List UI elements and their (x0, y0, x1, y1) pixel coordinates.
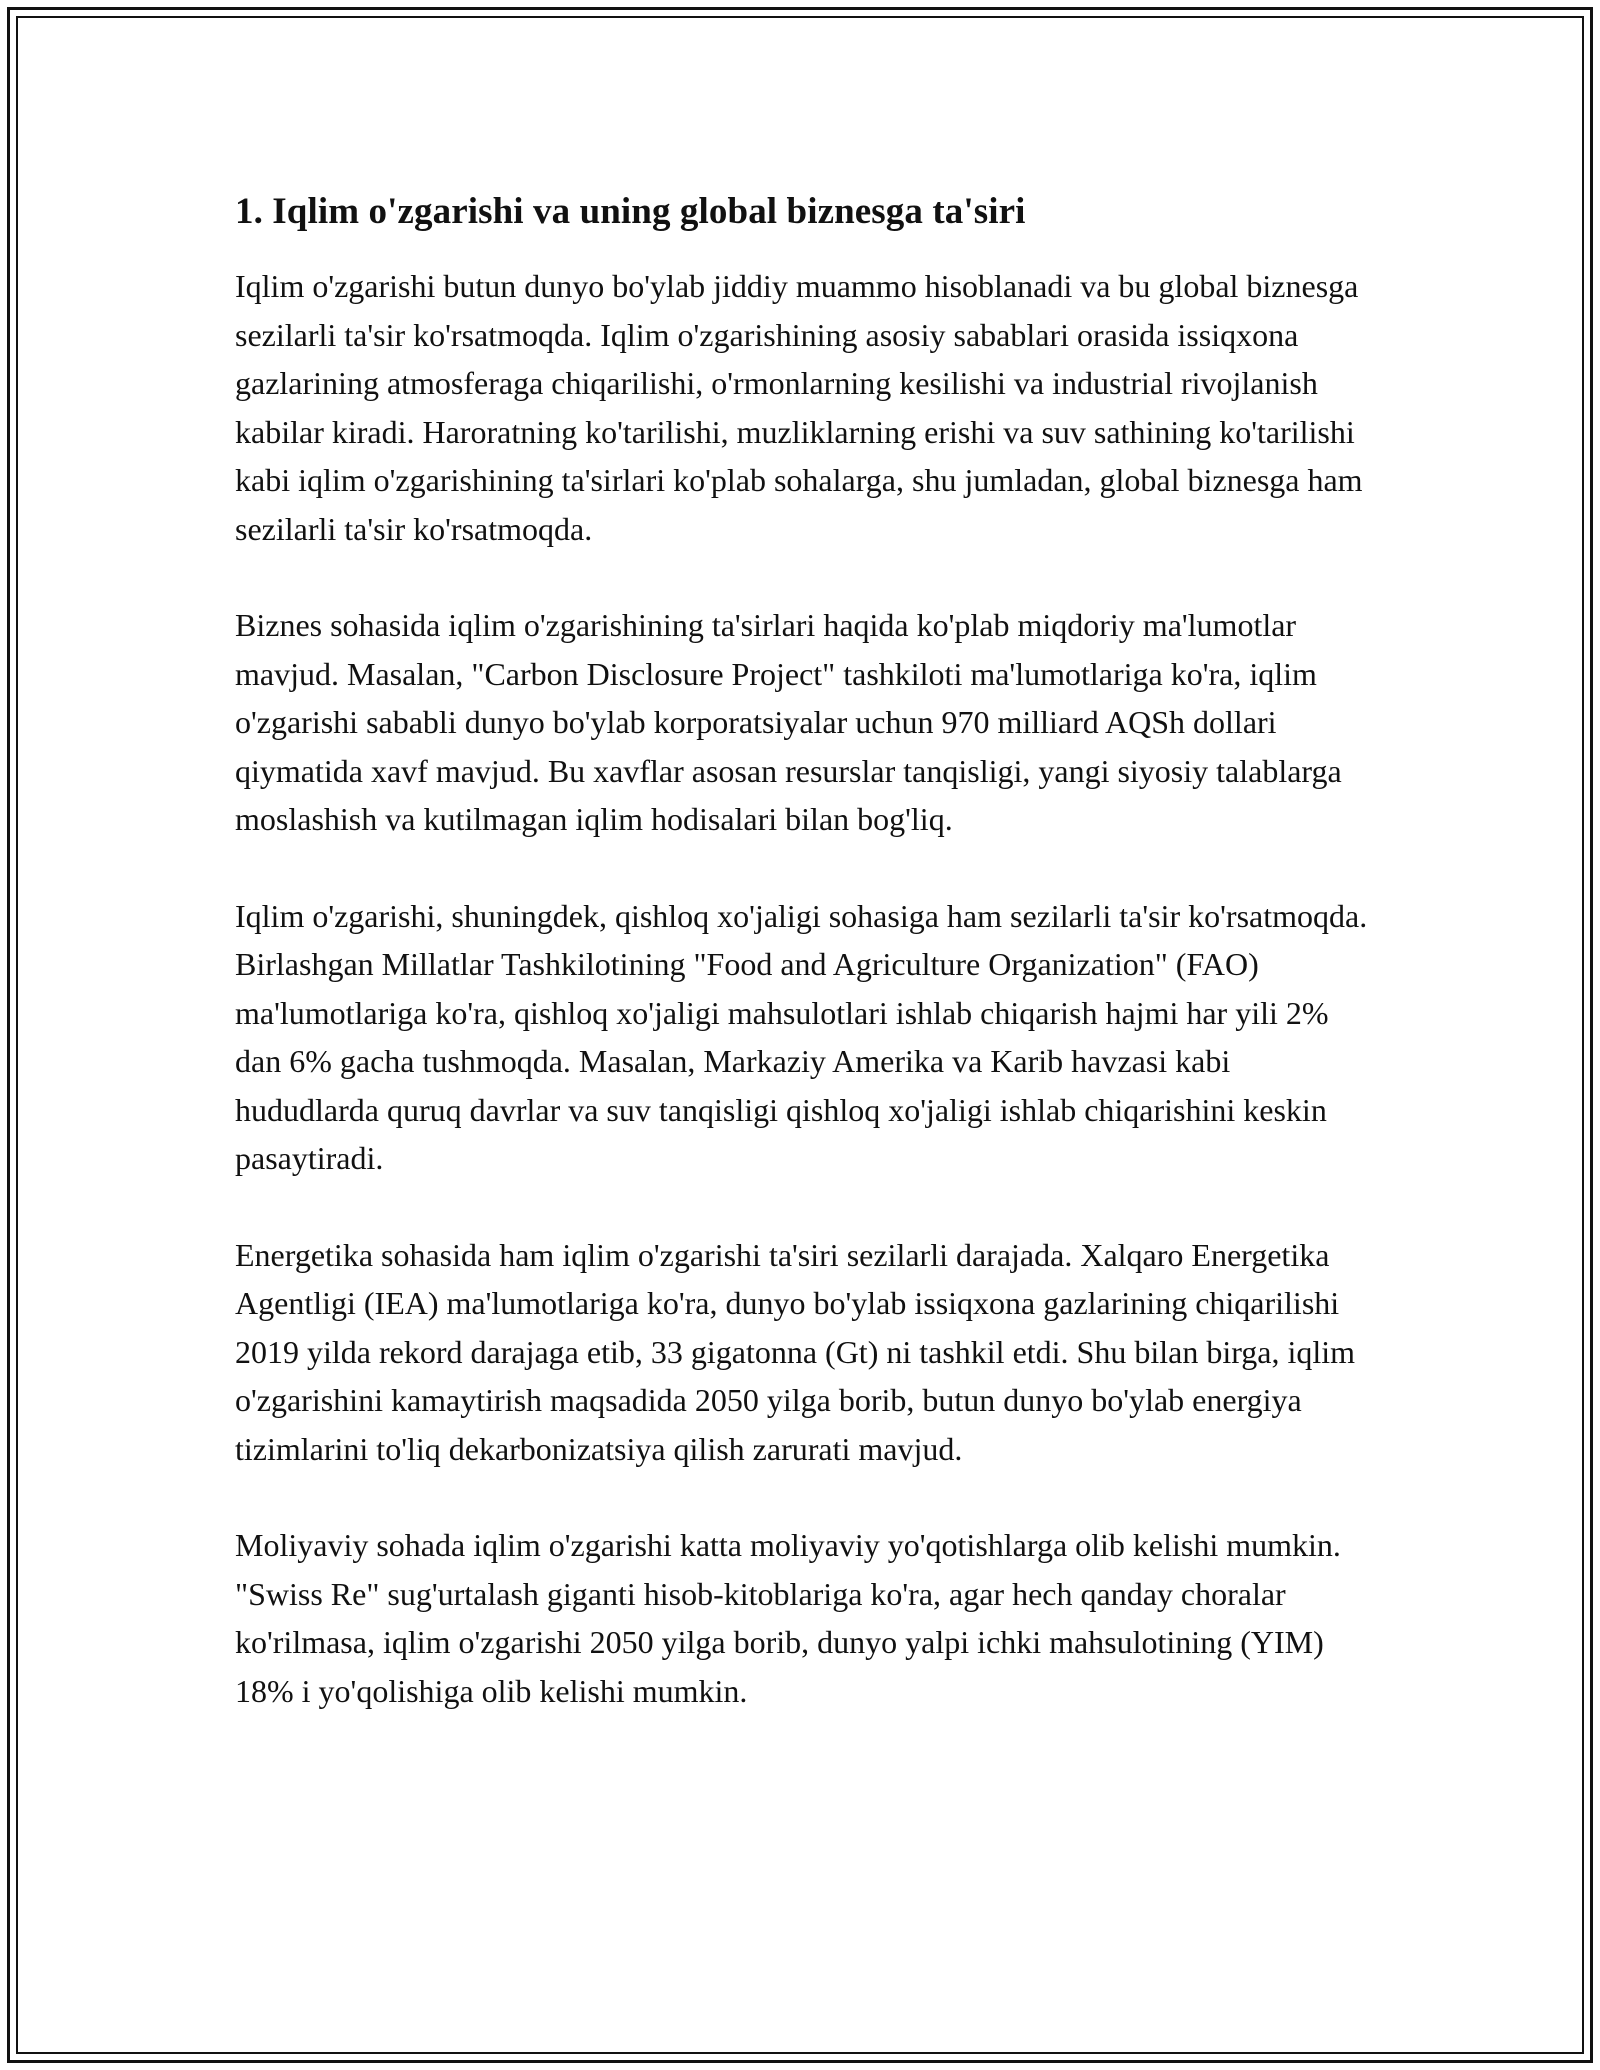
paragraph-intro: Iqlim o'zgarishi butun dunyo bo'ylab jiddiy muammo hisoblanadi va bu global biznesga sezilarli ta'sir ko'rsatmoqda. Iqlim o'zgarishining asosiy sabablari orasida issiqxona gazlarining atmosferaga chiqarilishi, o'rmonlarning kesilishi va industrial rivojlanish kabilar kiradi. Haroratning ko'tarilishi, muzliklarning erishi va suv sathining ko'tarilishi kabi iqlim o'zgarishining ta'sirlari ko'plab sohalarga, shu jumladan, global biznesga ham sezilarli ta'sir ko'rsatmoqda. (235, 268, 1363, 547)
paragraph-business: Biznes sohasida iqlim o'zgarishining ta'sirlari haqida ko'plab miqdoriy ma'lumotlar mavjud. Masalan, "Carbon Disclosure Project" tashkiloti ma'lumotlariga ko'ra, iqlim o'zgarishi sababli dunyo bo'ylab korporatsiyalar uchun 970 milliard AQSh dollari qiymatida xavf mavjud. Bu xavflar asosan resurslar tanqisligi, yangi siyosiy talablarga moslashish va kutilmagan iqlim hodisalari bilan bog'liq. (235, 607, 1342, 838)
section-heading: 1. Iqlim o'zgarishi va uning global biznesga ta'siri (235, 191, 1026, 232)
paragraph-energy: Energetika sohasida ham iqlim o'zgarishi ta'siri sezilarli darajada. Xalqaro Energetika Agentligi (IEA) ma'lumotlariga ko'ra, dunyo bo'ylab issiqxona gazlarining chiqarilishi 2019 yilda rekord darajaga etib, 33 gigatonna (Gt) ni tashkil etdi. Shu bilan birga, iqlim o'zgarishini kamaytirish maqsadida 2050 yilga borib, butun dunyo bo'ylab energiya tizimlarini to'liq dekarbonizatsiya qilish zarurati mavjud. (235, 1236, 1356, 1467)
document-body (235, 188, 1375, 1763)
paragraph-finance: Moliyaviy sohada iqlim o'zgarishi katta moliyaviy yo'qotishlarga olib kelishi mumkin. "Swiss Re" sug'urtalash giganti hisob-kitoblariga ko'ra, agar hech qanday choralar ko'rilmasa, iqlim o'zgarishi 2050 yilga borib, dunyo yalpi ichki mahsulotining (YIM) 18% i yo'qolishiga olib kelishi mumkin. (235, 1527, 1341, 1709)
paragraph-agriculture: Iqlim o'zgarishi, shuningdek, qishloq xo'jaligi sohasiga ham sezilarli ta'sir ko'rsatmoqda. Birlashgan Millatlar Tashkilotining "Food and Agriculture Organization" (FAO) ma'lumotlariga ko'ra, qishloq xo'jaligi mahsulotlari ishlab chiqarish hajmi har yili 2% dan 6% gacha tushmoqda. Masalan, Markaziy Amerika va Karib havzasi kabi hududlarda quruq davrlar va suv tanqisligi qishloq xo'jaligi ishlab chiqarishini keskin pasaytiradi. (235, 897, 1368, 1177)
